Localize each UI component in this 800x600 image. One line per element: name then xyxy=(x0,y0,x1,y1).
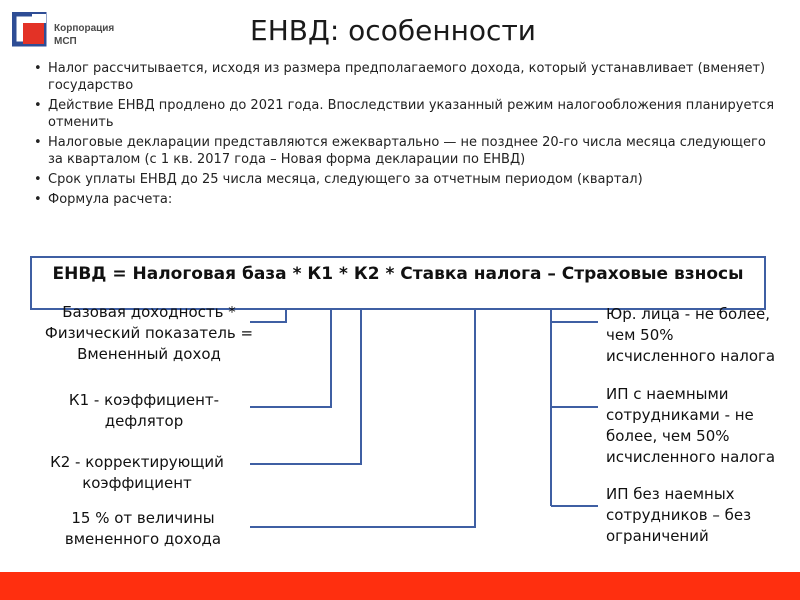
label-ip-without-employees: ИП без наемных сотрудников – без ограничений xyxy=(606,485,752,545)
label-k1: К1 - коэффициент-дефлятор xyxy=(68,391,220,430)
bullet-item: • Действие ЕНВД продлено до 2021 года. Впоследствии указанный режим налогообложения планируется отменить xyxy=(34,97,774,131)
label-rate: 15 % от величины вмененного дохода xyxy=(64,509,222,548)
bullet-item: • Формула расчета: xyxy=(34,191,774,208)
label-ip-with-employees: ИП с наемными сотрудниками - не более, чем 50% исчисленного налога xyxy=(606,385,776,466)
formula-box: ЕНВД = Налоговая база * К1 * К2 * Ставка налога – Страховые взносы xyxy=(30,256,766,310)
slide-title: ЕНВД: особенности xyxy=(250,14,536,47)
bullet-item: • Налоговые декларации представляются ежеквартально — не позднее 20-го числа месяца следующего за кварталом (с 1 кв. 2017 года – Новая форма декларации по ЕНВД) xyxy=(34,134,774,168)
logo-line2: МСП xyxy=(54,36,77,47)
label-legal-entities: Юр. лица - не более, чем 50% исчисленного налога xyxy=(606,305,776,365)
bullet-item: • Срок уплаты ЕНВД до 25 числа месяца, следующего за отчетным периодом (квартал) xyxy=(34,171,774,188)
label-base: Базовая доходность * Физический показатель = Вмененный доход xyxy=(44,303,254,363)
logo-line1: Корпорация xyxy=(54,23,115,34)
label-k2: К2 - корректирующий коэффициент xyxy=(50,453,224,492)
connector-rate xyxy=(250,310,475,527)
bullet-item: • Налог рассчитывается, исходя из размера предполагаемого дохода, который устанавливает (вменяет) государство xyxy=(34,60,774,94)
footer-bar xyxy=(0,572,800,600)
